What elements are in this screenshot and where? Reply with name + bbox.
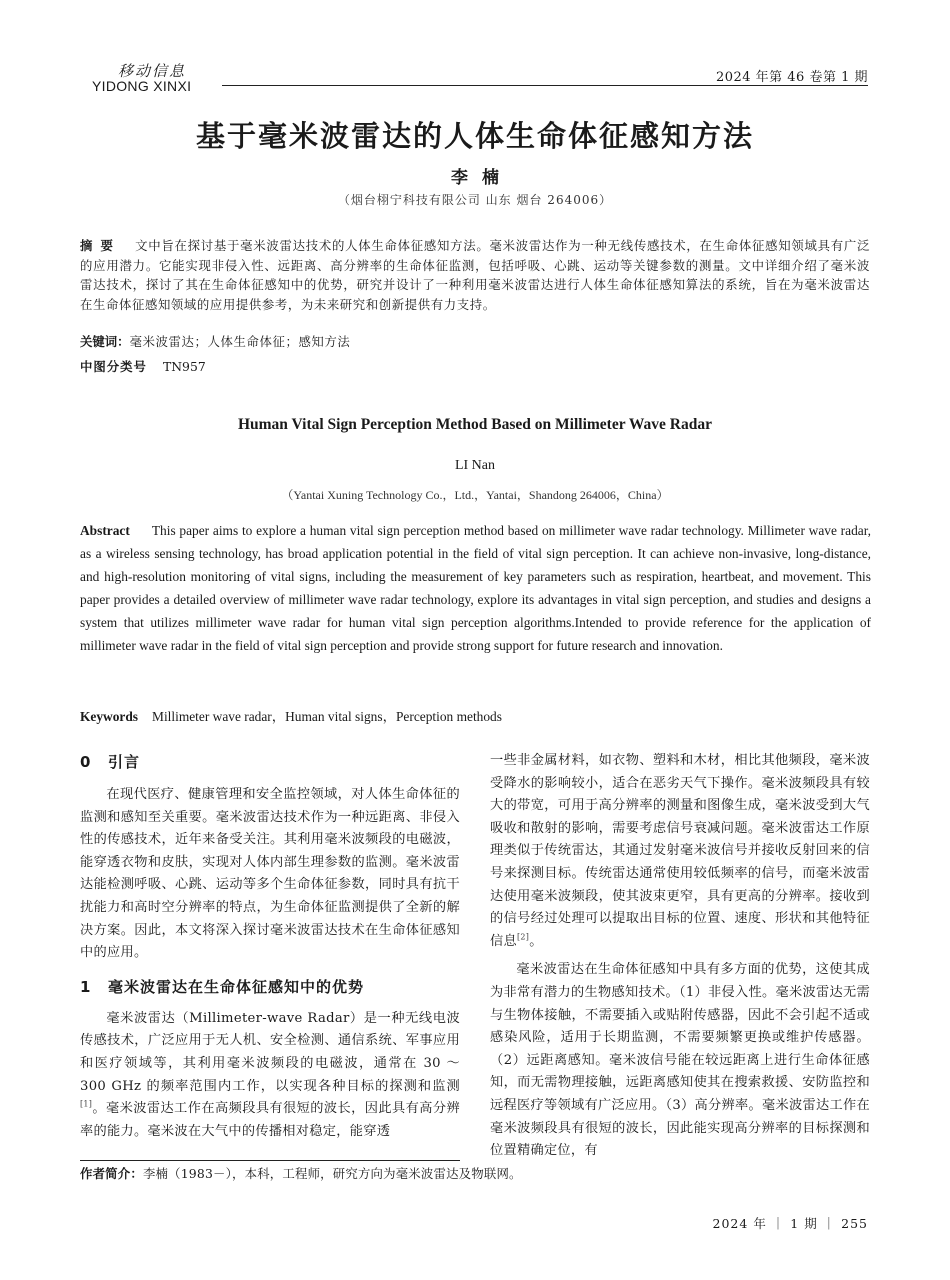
keywords-cn [80, 332, 350, 350]
body-column-left [80, 750, 460, 1143]
journal-name-en: YIDONG XINXI [92, 78, 192, 94]
author-cn: 李楠 [451, 168, 513, 188]
clc-value: TN957 [162, 359, 206, 374]
affiliation-en: （Yantai Xuning Technology Co.，Ltd.，Yantai，Shandong 264006，China） [281, 488, 669, 502]
section1-paragraph1 [80, 1008, 460, 1144]
footnote-rule [80, 1160, 460, 1161]
abstract-en-label: Abstract [80, 523, 130, 538]
paper-title-en: Human Vital Sign Perception Method Based on Millimeter Wave Radar [237, 416, 713, 433]
abstract-en [80, 519, 871, 657]
section-title-1: 毫米波雷达在生命体征感知中的优势 [108, 977, 365, 996]
keywords-en-label: Keywords [80, 709, 139, 724]
paper-title-cn: 基于毫米波雷达的人体生命体征感知方法 [195, 119, 754, 153]
citation-ref-2[interactable]: [2] [516, 932, 530, 942]
author-en: LI Nan [454, 458, 496, 473]
section-number-0: 0 [80, 753, 92, 771]
keywords-cn-text: 毫米波雷达；人体生命体征；感知方法 [129, 334, 351, 349]
page-footer: 2024 年 ｜ 1 期 ｜ 255 [712, 1216, 868, 1231]
body-column-right [490, 750, 870, 1163]
clc-number [80, 357, 206, 375]
keywords-en-text: Millimeter wave radar，Human vital signs，Perception methods [152, 709, 502, 724]
citation-ref-1[interactable]: [1] [80, 1099, 93, 1109]
footnote-label: 作者简介： [80, 1166, 143, 1181]
keywords-cn-label: 关键词： [80, 334, 130, 349]
abstract-en-text: This paper aims to explore a human vital sign perception method based on millimeter wave radar technology. Millimeter wave radar, as a wireless sensing technology, has broad application potential in the field of vital sign perception. It can achieve non-invasive, long-distance, and high-resolution monitoring of vital signs, including the measurement of key parameters such as respiration, heartbeat, and movement. This paper provides a detailed overview of millimeter wave radar technology, explore its advantages in vital sign perception, and studies and designs a system that utilizes millimeter wave radar for human vital sign perception algorithms.Intended to provide reference for the application of millimeter wave radar in the field of vital sign perception and provide strong support for future research and innovation. [80, 523, 871, 653]
section1-paragraph2: 毫米波雷达在生命体征感知中具有多方面的优势，这使其成为非常有潜力的生物感知技术。（1）非侵入性。毫米波雷达无需与生物体接触，不需要插入或贴附传感器，因此不会引起不适或感染风险，适用于长期监测，不需要频繁更换或维护传感器。（2）远距离感知。毫米波信号能在较远距离上进行生命体征感知，而无需物理接触，远距离感知使其在搜索救援、安防监控和远程医疗等领域有广泛应用。（3）高分辨率。毫米波雷达工作在毫米波频段具有很短的波长，因此能实现高分辨率的目标探测和位置精确定位，有 [490, 962, 870, 1159]
issue-info: 2024 年第 46 卷第 1 期 [715, 70, 868, 85]
section1-p1-text-b: 。毫米波雷达工作在高频段具有很短的波长，因此具有高分辨率的能力。毫米波在大气中的传播相对稳定，能穿透 [80, 1101, 460, 1139]
intro-paragraph: 在现代医疗、健康管理和安全监控领域，对人体生命体征的监测和感知至关重要。毫米波雷达技术作为一种远距离、非侵入性的传感技术，近年来备受关注。其利用毫米波频段的电磁波，能穿透衣物和皮肤，实现对人体内部生理参数的监测。毫米波雷达能检测呼吸、心跳、运动等多个生命体征参数，同时具有抗干扰能力和高时空分辨率的特点，为生命体征监测提供了全新的解决方案。因此，本文将深入探讨毫米波雷达技术在生命体征感知中的应用。 [80, 787, 460, 961]
section1-p1-cont-text-a: 一些非金属材料，如衣物、塑料和木材，相比其他频段，毫米波受降水的影响较小，适合在恶劣天气下操作。毫米波频段具有较大的带宽，可用于高分辨率的测量和图像生成，毫米波受到大气吸收和散射的影响，需要考虑信号衰减问题。毫米波雷达工作原理类似于传统雷达，其通过发射毫米波信号并接收反射回来的信号来探测目标。传统雷达通常使用较低频率的信号，而毫米波雷达使用毫米波频段，使其波束更窄，具有更高的分辨率。接收到的信号经过处理可以提取出目标的位置、速度、形状和其他特征信息 [490, 753, 870, 949]
section-heading-0 [80, 750, 460, 774]
abstract-cn-label: 摘要 [80, 238, 122, 253]
section-number-1: 1 [80, 977, 92, 996]
section1-paragraph1-continued [490, 750, 870, 953]
affiliation-cn: （烟台栩宁科技有限公司 山东 烟台 264006） [337, 193, 613, 207]
section-title-0: 引言 [108, 753, 141, 771]
clc-label: 中图分类号 [80, 359, 147, 374]
header-rule [222, 85, 868, 86]
footnote-text: 李楠（1983－），本科，工程师，研究方向为毫米波雷达及物联网。 [142, 1166, 522, 1181]
section-heading-1 [80, 975, 460, 999]
keywords-en [80, 706, 502, 725]
section1-p1-cont-text-b: 。 [529, 933, 543, 949]
journal-name-cn: 移动信息 [118, 62, 187, 80]
abstract-cn [80, 236, 870, 314]
author-footnote [80, 1164, 522, 1182]
abstract-cn-text: 文中旨在探讨基于毫米波雷达技术的人体生命体征感知方法。毫米波雷达作为一种无线传感技术，在生命体征感知领域具有广泛的应用潜力。它能实现非侵入性、远距离、高分辨率的生命体征监测，包括呼吸、心跳、运动等关键参数的测量。文中详细介绍了毫米波雷达技术，探讨了其在生命体征感知中的优势，研究并设计了一种利用毫米波雷达进行人体生命体征感知算法的系统，旨在为毫米波雷达在生命体征感知领域的应用提供参考，为未来研究和创新提供有力支持。 [80, 238, 870, 312]
section1-p1-text-a: 毫米波雷达（Millimeter-wave Radar）是一种无线电波传感技术，广泛应用于无人机、安全检测、通信系统、军事应用和医疗领域等，其利用毫米波频段的电磁波，通常在 30 ～ 300 GHz 的频率范围内工作，以实现各种目标的探测和监测 [80, 1010, 460, 1094]
